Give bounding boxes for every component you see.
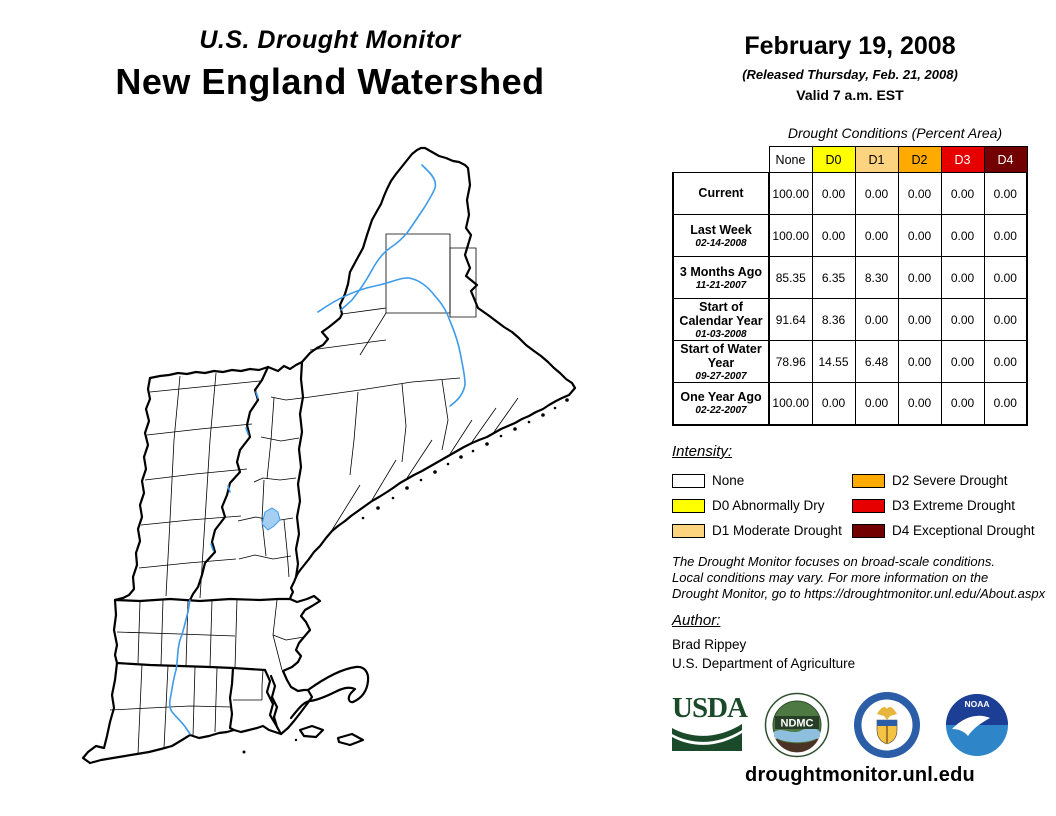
cell-value: 8.36 <box>812 299 855 341</box>
cell-value: 0.00 <box>898 383 941 425</box>
cell-value: 8.30 <box>855 257 898 299</box>
agency-logos <box>672 690 1010 760</box>
table-row <box>673 215 1027 257</box>
row-label: Start of Calendar Year 01-03-2008 <box>673 299 769 341</box>
lake-winnipesaukee <box>262 508 280 530</box>
ndmc-logo <box>764 692 830 758</box>
col-header-none: None <box>769 147 812 173</box>
new-england-map <box>60 140 640 810</box>
cell-value: 0.00 <box>898 173 941 215</box>
row-label: 3 Months Ago 11-21-2007 <box>673 257 769 299</box>
cell-value: 0.00 <box>984 299 1027 341</box>
county-lines <box>110 234 518 754</box>
legend-item-d1: D1 Moderate Drought <box>672 518 852 543</box>
table-title: Drought Conditions (Percent Area) <box>787 125 1003 141</box>
table-row <box>673 257 1027 299</box>
date-block <box>700 32 1000 103</box>
cell-value: 85.35 <box>769 257 812 299</box>
cell-value: 0.00 <box>984 341 1027 383</box>
page-title: New England Watershed <box>115 61 545 102</box>
cell-value: 78.96 <box>769 341 812 383</box>
d3-swatch <box>852 499 885 513</box>
cell-value: 0.00 <box>812 215 855 257</box>
cell-value: 0.00 <box>941 383 984 425</box>
d2-swatch <box>852 474 885 488</box>
table-row <box>673 299 1027 341</box>
usda-swoosh <box>672 721 742 751</box>
cell-value: 6.48 <box>855 341 898 383</box>
cell-value: 0.00 <box>984 173 1027 215</box>
cell-value: 0.00 <box>984 257 1027 299</box>
title-block <box>30 26 630 103</box>
d0-swatch <box>672 499 705 513</box>
cell-value: 0.00 <box>941 257 984 299</box>
program-title: U.S. Drought Monitor <box>199 26 461 54</box>
table-header-row <box>673 147 1027 173</box>
svg-text:NOAA: NOAA <box>964 699 990 709</box>
legend-item-d3: D3 Extreme Drought <box>852 493 1052 518</box>
svg-text:NDMC: NDMC <box>780 717 814 730</box>
cell-value: 0.00 <box>812 383 855 425</box>
cell-value: 100.00 <box>769 215 812 257</box>
cell-value: 0.00 <box>941 299 984 341</box>
author-name: Brad Rippey <box>672 637 747 652</box>
cell-value: 0.00 <box>941 341 984 383</box>
usda-logo: USDA <box>672 695 742 756</box>
disclaimer-text: The Drought Monitor focuses on broad-scale conditions. Local conditions may vary. For more information on the Drought Monitor, go to https://droughtmonitor.unl.edu/About.aspx <box>672 554 1046 601</box>
cell-value: 0.00 <box>855 383 898 425</box>
state-borders <box>83 148 575 763</box>
cell-value: 14.55 <box>812 341 855 383</box>
col-header-d0: D0 <box>812 147 855 173</box>
cell-value: 6.35 <box>812 257 855 299</box>
cell-value: 0.00 <box>941 173 984 215</box>
col-header-d2: D2 <box>898 147 941 173</box>
table-row <box>673 173 1027 215</box>
row-label: One Year Ago 02-22-2007 <box>673 383 769 425</box>
coastal-islands <box>243 398 569 753</box>
row-label: Start of Water Year 09-27-2007 <box>673 341 769 383</box>
cell-value: 0.00 <box>984 383 1027 425</box>
legend-title: Intensity: <box>672 443 733 460</box>
col-header-d4: D4 <box>984 147 1027 173</box>
table-row <box>673 341 1027 383</box>
col-header-d3: D3 <box>941 147 984 173</box>
cell-value: 0.00 <box>898 215 941 257</box>
d4-swatch <box>852 524 885 538</box>
cell-value: 0.00 <box>898 341 941 383</box>
footer-url: droughtmonitor.unl.edu <box>745 764 975 786</box>
author-block <box>672 612 855 673</box>
legend-grid <box>672 468 1052 543</box>
cell-value: 100.00 <box>769 383 812 425</box>
cell-value: 91.64 <box>769 299 812 341</box>
valid-time-note: Valid 7 a.m. EST <box>796 87 904 103</box>
cell-value: 0.00 <box>812 173 855 215</box>
cell-value: 0.00 <box>855 173 898 215</box>
cell-value: 0.00 <box>855 215 898 257</box>
col-header-d1: D1 <box>855 147 898 173</box>
legend-item-d2: D2 Severe Drought <box>852 468 1052 493</box>
commerce-seal-logo <box>852 690 922 760</box>
cell-value: 0.00 <box>984 215 1027 257</box>
cell-value: 0.00 <box>855 299 898 341</box>
author-org: U.S. Department of Agriculture <box>672 656 856 671</box>
cell-value: 0.00 <box>898 257 941 299</box>
legend-item-d0: D0 Abnormally Dry <box>672 493 852 518</box>
rivers <box>170 165 465 734</box>
legend-item-d4: D4 Exceptional Drought <box>852 518 1052 543</box>
cell-value: 0.00 <box>941 215 984 257</box>
table-row <box>673 383 1027 425</box>
report-date: February 19, 2008 <box>744 32 956 60</box>
noaa-logo <box>944 692 1010 758</box>
none-swatch <box>672 474 705 488</box>
cell-value: 100.00 <box>769 173 812 215</box>
row-label: Current <box>673 173 769 215</box>
author-title: Author: <box>672 612 721 629</box>
row-label: Last Week 02-14-2008 <box>673 215 769 257</box>
cell-value: 0.00 <box>898 299 941 341</box>
d1-swatch <box>672 524 705 538</box>
release-date-note: (Released Thursday, Feb. 21, 2008) <box>742 67 958 82</box>
legend-item-none: None <box>672 468 852 493</box>
table-corner-cell <box>673 147 769 173</box>
intensity-legend <box>672 443 1052 543</box>
drought-conditions-table <box>672 146 1028 426</box>
